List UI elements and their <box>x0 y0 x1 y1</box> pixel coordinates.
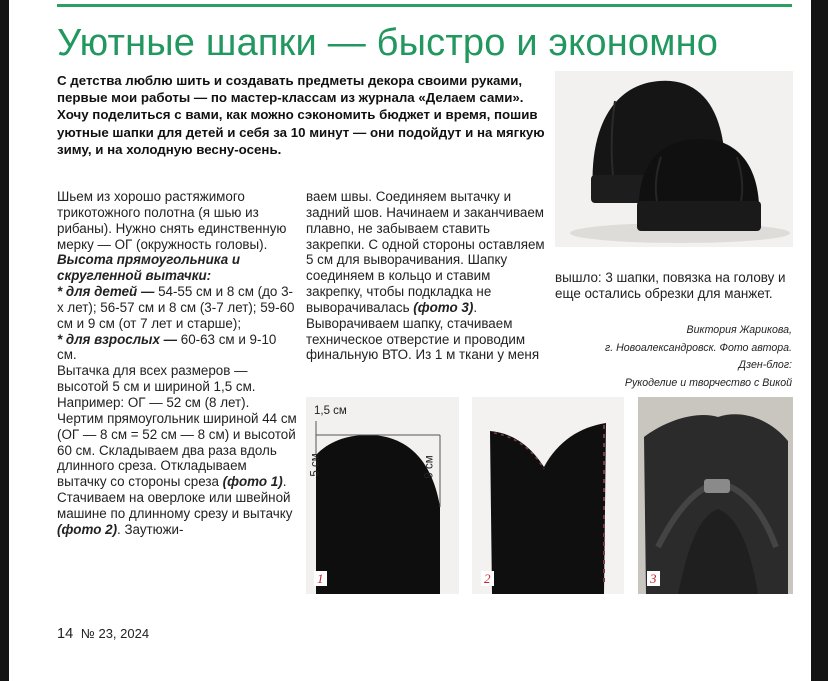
photo1-reference: (фото 1) <box>222 474 283 490</box>
author-city: г. Новоалександровск. Фото автора. <box>605 341 792 354</box>
kids-sizes <box>57 284 297 332</box>
page-number: 14 <box>57 626 74 642</box>
adults-text: 60-63 см и 9-10 см. <box>57 331 277 363</box>
intro-paragraph: Шьем из хорошо растяжимого трикотожного полотна (я шью из рибаны). Нужно снять единственную мерку — ОГ (окружность головы). <box>57 189 287 252</box>
article-lead: С детства люблю шить и создавать предметы декора своими руками, первые мои работы — по мастер-классам из журнала «Делаем сами». Хочу поделиться с вами, как можно сэкономить бюджет и время, пошив уютные шапки для детей и себя за 10 минут — они подойдут и на мягкую зиму, и на холодную весну-осень. <box>57 73 545 157</box>
issue-number: № 23, 2024 <box>80 626 150 641</box>
hero-photo-hats <box>555 71 793 247</box>
dart-text-3: ваем швы. Соединяем вытачку и задний шов. Начинаем и заканчиваем плавно, не забываем ставить закрепки. С одной стороны оставляем 5 см для выворачивания. Шапку соединяем в кольцо и ставим закрепку, чтобы подкладка не выворачивалась <box>306 189 545 315</box>
hats-illustration <box>555 71 793 247</box>
dart-text-2: . Стачиваем на оверлоке или швейной машине по длинному срезу и вытачку <box>57 474 293 521</box>
dart-pattern-illustration <box>306 397 459 594</box>
photo-3-joined <box>638 397 793 594</box>
adults-label: * для взрослых — <box>57 331 178 347</box>
text-column-3 <box>555 270 793 302</box>
text-column-2 <box>306 189 547 363</box>
photo3-reference: (фото 3) <box>413 299 474 315</box>
author-name: Виктория Жарикова, <box>686 324 792 336</box>
dart-paragraph-continue <box>306 189 547 363</box>
adult-sizes <box>57 332 297 364</box>
article-title: Уютные шапки — быстро и экономно <box>57 22 719 64</box>
page-footer <box>57 626 149 642</box>
kids-label: * для детей — <box>57 284 155 300</box>
dart-text-3-start: . Заутюжи- <box>117 521 184 537</box>
dim-height-label: 9 см <box>423 455 436 479</box>
dim-dart-height-label: 5 см <box>309 453 322 477</box>
dart-text-4: . Выворачиваем шапку, стачиваем техническое отверстие и проводим финальную ВТО. Из 1 м ткани у меня <box>306 299 540 363</box>
page-edge-left <box>0 0 9 681</box>
dim-width-label: 1,5 см <box>314 405 347 417</box>
photo-2-number: 2 <box>481 571 494 586</box>
dart-paragraph-start <box>57 363 297 537</box>
kids-text: 54-55 см и 8 см (до 3-х лет); 56-57 см и 8 см (3-7 лет); 59-60 см и 9 см (от 7 лет и старше); <box>57 284 295 331</box>
author-signature <box>555 322 792 392</box>
photo-1-number: 1 <box>314 571 327 586</box>
closing-paragraph: вышло: 3 шапки, повязка на голову и еще остались обрезки для манжет. <box>555 270 786 301</box>
top-rule <box>57 4 792 7</box>
blog-name: Рукоделие и творчество с Викой <box>624 376 792 389</box>
page-edge-right <box>811 0 828 681</box>
photo2-reference: (фото 2) <box>57 521 118 537</box>
text-column-1 <box>57 189 297 538</box>
photo-3-number: 3 <box>647 571 660 586</box>
stitched-illustration <box>472 397 624 594</box>
size-heading: Высота прямоугольника и скругленной вытачки: <box>57 252 241 284</box>
blog-label: Дзен-блог: <box>738 359 792 371</box>
photo-2-stitched <box>472 397 624 594</box>
dart-text-1: Вытачка для всех размеров — высотой 5 см и шириной 1,5 см. Например: ОГ — 52 см (8 лет). Чертим прямоугольник шириной 44 см (ОГ — 8 см = 52 см — 8 см) и высотой 60 см. Складываем два раза вдоль длинного среза. Откладываем вытачку со стороны среза <box>57 363 297 490</box>
joined-illustration <box>638 397 793 594</box>
photo-1-dart-pattern <box>306 397 459 594</box>
